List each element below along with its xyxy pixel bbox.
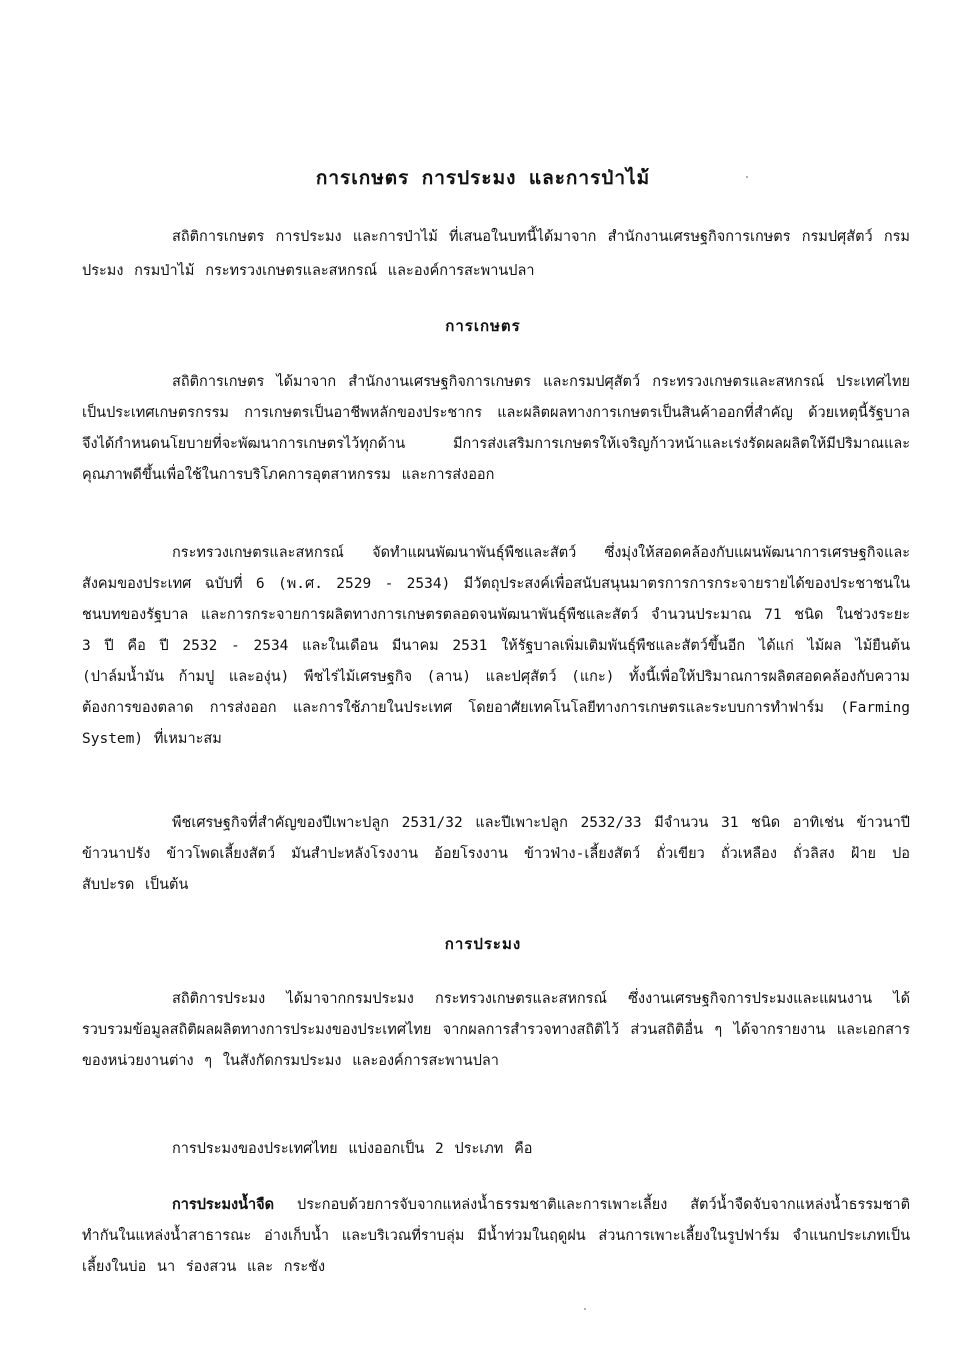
- page-title: การเกษตร การประมง และการป่าไม้: [315, 167, 651, 189]
- freshwater-fisheries-lead: การประมงน้ำจืด: [172, 1197, 275, 1213]
- section-heading-fisheries: การประมง: [444, 935, 522, 953]
- fisheries-paragraph-2: การประมงของประเทศไทย แบ่งออกเป็น 2 ประเภท คือ: [172, 1141, 533, 1157]
- agriculture-paragraph-2: กระทรวงเกษตรและสหกรณ์ จัดทำแผนพัฒนาพันธุ์พืชและสัตว์ ซึ่งมุ่งให้สอดคล้องกับแผนพัฒนาการเศรษฐกิจและสังคมของประเทศ ฉบับที่ 6 (พ.ศ. 2529 - 2534) มีวัตถุประสงค์เพื่อสนับสนุนมาตรการการกระจายรายได้ของประชาชนในชนบทของรัฐบาล และการกระจายการผลิตทางการเกษตรตลอดจนพัฒนาพันธุ์พืชและสัตว์ จำนวนประมาณ 71 ชนิด ในช่วงระยะ 3 ปี คือ ปี 2532 - 2534 และในเดือน มีนาคม 2531 ให้รัฐบาลเพิ่มเติมพันธุ์พืชและสัตว์ขึ้นอีก ได้แก่ ไม้ผล ไม้ยืนต้น (ปาล์มน้ำมัน ก้ามปู และองุ่น) พืชไร่ไม้เศรษฐกิจ (ลาน) และปศุสัตว์ (แกะ) ทั้งนี้เพื่อให้ปริมาณการผลิตสอดคล้องกับความต้องการของตลาด การส่งออก และการใช้ภายในประเทศ โดยอาศัยเทคโนโลยีทางการเกษตรและระบบการทำฟาร์ม (Farming System) ที่เหมาะสม: [82, 545, 910, 747]
- agriculture-paragraph-1: สถิติการเกษตร ได้มาจาก สำนักงานเศรษฐกิจการเกษตร และกรมปศุสัตว์ กระทรวงเกษตรและสหกรณ์ ประเทศไทยเป็นประเทศเกษตรกรรม การเกษตรเป็นอาชีพหลักของประชากร และผลิตผลทางการเกษตรเป็นสินค้าออกที่สำคัญ ด้วยเหตุนี้รัฐบาลจึงได้กำหนดนโยบายที่จะพัฒนาการเกษตรไว้ทุกด้าน มีการส่งเสริมการเกษตรให้เจริญก้าวหน้าและเร่งรัดผลผลิตให้มีปริมาณและคุณภาพดีขึ้นเพื่อใช้ในการบริโภคการอุตสาหกรรม และการส่งออก: [82, 374, 910, 483]
- freshwater-fisheries-text: ประกอบด้วยการจับจากแหล่งน้ำธรรมชาติและการเพาะเลี้ยง สัตว์น้ำจืดจับจากแหล่งน้ำธรรมชาติ ทำกันในแหล่งน้ำสาธารณะ อ่างเก็บน้ำ และบริเวณที่ราบลุ่ม มีน้ำท่วมในฤดูฝน ส่วนการเพาะเลี้ยงในรูปฟาร์ม จำแนกประเภทเป็น เลี้ยงในบ่อ นา ร่องสวน และ กระชัง: [82, 1197, 910, 1275]
- scan-speck: [746, 176, 748, 178]
- agriculture-paragraph-3: พืชเศรษฐกิจที่สำคัญของปีเพาะปลูก 2531/32 และปีเพาะปลูก 2532/33 มีจำนวน 31 ชนิด อาทิเช่น ข้าวนาปี ข้าวนาปรัง ข้าวโพดเลี้ยงสัตว์ มันสำปะหลังโรงงาน อ้อยโรงงาน ข้าวฟ่าง-เลี้ยงสัตว์ ถั่วเขียว ถั่วเหลือง ถั่วลิสง ฝ้าย ปอ สับปะรด เป็นต้น: [82, 815, 910, 893]
- section-heading-agriculture: การเกษตร: [445, 317, 521, 335]
- fisheries-paragraph-1: สถิติการประมง ได้มาจากกรมประมง กระทรวงเกษตรและสหกรณ์ ซึ่งงานเศรษฐกิจการประมงและแผนงาน ได้รวบรวมข้อมูลสถิติผลผลิตทางการประมงของประเทศไทย จากผลการสำรวจทางสถิติไว้ ส่วนสถิติอื่น ๆ ได้จากรายงาน และเอกสารของหน่วยงานต่าง ๆ ในสังกัดกรมประมง และองค์การสะพานปลา: [82, 991, 910, 1069]
- intro-paragraph: สถิติการเกษตร การประมง และการป่าไม้ ที่เสนอในบทนี้ได้มาจาก สำนักงานเศรษฐกิจการเกษตร กรมปศุสัตว์ กรมประมง กรมป่าไม้ กระทรวงเกษตรและสหกรณ์ และองค์การสะพานปลา: [82, 229, 910, 279]
- scan-speck: [584, 1308, 586, 1310]
- freshwater-fisheries-paragraph: [82, 1190, 910, 1283]
